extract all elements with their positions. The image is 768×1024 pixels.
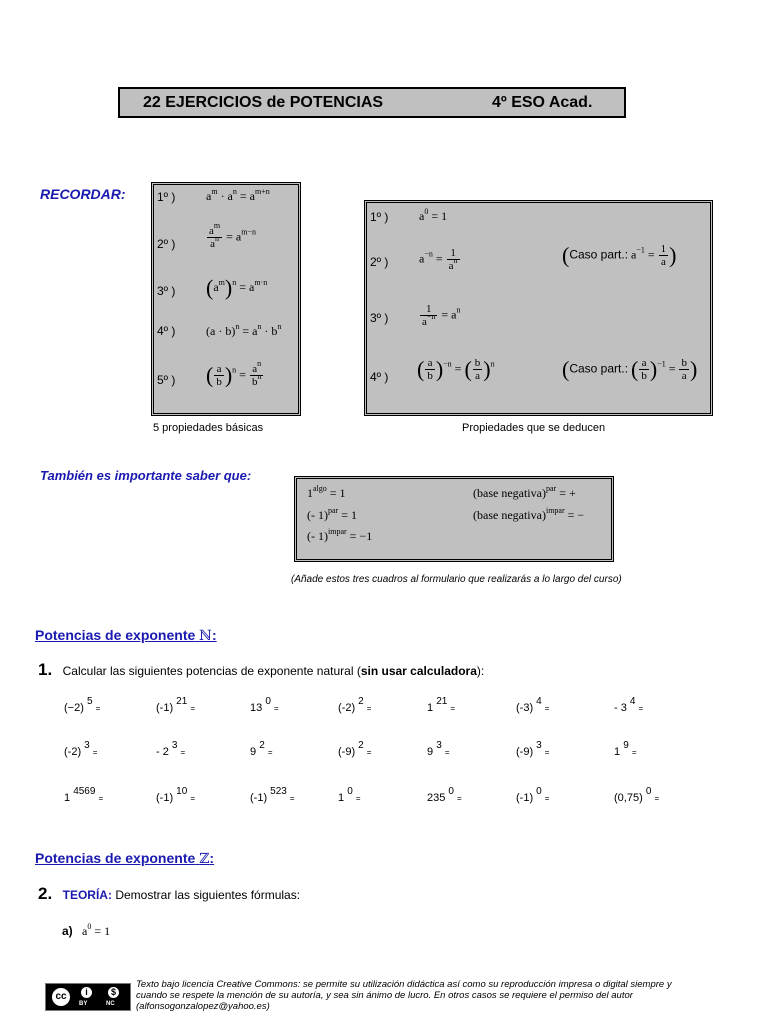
noncommercial-icon: $ [106, 985, 121, 1000]
power-base: 13 [250, 702, 263, 714]
derived-prop-2-label: 2º ) [370, 255, 389, 269]
power-exercise [156, 786, 196, 804]
derived-caption: Propiedades que se deducen [462, 422, 606, 434]
power-exercise [614, 696, 644, 714]
basic-prop-5-label: 5º ) [157, 373, 176, 387]
power-exponent: 5 [86, 696, 93, 707]
power-base: (-9) [338, 746, 356, 758]
power-exercise [64, 786, 104, 804]
natural-set-symbol: ℕ [199, 628, 212, 644]
rule-minus-one-even: (- 1)$^{par}$ = 1 [307, 506, 357, 522]
tambien-label: También es importante saber que: [40, 468, 252, 483]
page-course: 4º ESO Acad. [492, 94, 593, 111]
basic-prop-1-label: 1º ) [157, 190, 176, 204]
power-exercise [427, 786, 462, 804]
caso-part-label-1: Caso part.: [569, 247, 629, 262]
exercise-1-text-bold: sin usar calculadora [360, 664, 477, 678]
equals-sign: = [190, 794, 196, 803]
power-base: 9 [427, 746, 434, 758]
equals-sign: = [631, 748, 637, 757]
badge-nc-label: NC [106, 1001, 115, 1007]
power-exercise [338, 786, 361, 804]
power-exponent: 4 [629, 696, 636, 707]
exercise-1-number: 1. [38, 660, 53, 679]
equals-sign: = [98, 794, 104, 803]
power-exponent: 0 [347, 786, 353, 797]
caso-part-label-2: Caso part.: [569, 361, 629, 376]
integer-set-symbol: ℤ [199, 851, 210, 867]
basic-prop-4-label: 4º ) [157, 324, 176, 338]
section-integer-heading [35, 850, 214, 867]
cc-icon: cc [50, 986, 72, 1008]
badge-by-label: BY [79, 1001, 88, 1007]
rule-negative-base-odd: (base negativa)$^{impar}$ = − [473, 506, 585, 522]
power-exercise [64, 696, 101, 714]
equals-sign: = [654, 794, 660, 803]
rule-negative-base-even: (base negativa)$^{par}$ = + [473, 484, 576, 500]
section-integer-label: Potencias de exponente [35, 850, 196, 866]
derived-prop-4-label: 4º ) [370, 370, 389, 384]
title-box [118, 87, 626, 118]
equals-sign: = [544, 704, 550, 713]
exercise-2-label: TEORÍA: [62, 888, 112, 902]
power-base: (-1) [250, 792, 268, 804]
power-exercise [516, 786, 550, 804]
power-exponent: 21 [176, 696, 188, 707]
power-base: - 3 [614, 702, 627, 714]
power-exercise [427, 740, 450, 758]
equals-sign: = [638, 704, 644, 713]
equals-sign: = [289, 794, 295, 803]
derived-properties-box [364, 200, 713, 416]
derived-prop-1-formula: $a^0 = 1$ [419, 207, 448, 223]
power-exponent: 523 [270, 786, 287, 797]
power-exponent: 10 [176, 786, 188, 797]
base-negativa-2: base negativa [477, 508, 542, 522]
power-base: (0,75) [614, 792, 643, 804]
power-exercise [338, 740, 372, 758]
license-text: Texto bajo licencia Creative Commons: se permite su utilización didáctica así como su reproducción impresa o digital siempre y cuando se respete la mención de su autoría, y sea sin ánimo de lucro. En otros casos se requiere el permiso del autor (alfonsogonzalopez@yahoo.es) [136, 979, 672, 1012]
section-natural-heading [35, 627, 217, 644]
power-exercise [156, 740, 186, 758]
power-exercise [250, 786, 295, 804]
equals-sign: = [457, 794, 462, 803]
power-exercise [614, 740, 637, 758]
equals-sign: = [544, 794, 550, 803]
power-exercise [516, 740, 550, 758]
basic-prop-4-formula: $(a \cdot b)^n = a^n \cdot b^n$ [206, 322, 282, 338]
power-exponent: 3 [84, 740, 90, 751]
basic-prop-3-formula: $(a^m)^n = a^{m\cdot n}$ [206, 275, 268, 300]
basic-prop-1-formula: $a^m \cdot a^n = a^{m+n}$ [206, 187, 270, 203]
basic-prop-2-label: 2º ) [157, 237, 176, 251]
derived-prop-2-special: (Caso part.: $a^{-1}$ = $\frac{1}{a}$ ) [562, 242, 677, 268]
exercise-1-text-before: Calcular las siguientes potencias de exponente natural ( [62, 664, 361, 678]
power-base: 1 [427, 702, 434, 714]
page-title: 22 EJERCICIOS de POTENCIAS [143, 94, 384, 111]
equals-sign: = [450, 704, 456, 713]
rule-one-power: $1^{algo} = 1$ [307, 484, 346, 500]
power-base: (-3) [516, 702, 534, 714]
section-natural-label: Potencias de exponente [35, 627, 196, 643]
equals-sign: = [267, 748, 273, 757]
power-base: 1 [64, 792, 71, 804]
power-base: (-2) [338, 702, 356, 714]
section-integer-colon: : [209, 850, 215, 866]
power-exponent: 4569 [73, 786, 96, 797]
equals-sign: = [95, 704, 101, 713]
power-exercise [516, 696, 550, 714]
exercise-1-text-after: ): [476, 664, 485, 678]
sign-rules-box [294, 476, 614, 562]
basic-prop-5-formula: ( $\frac{a}{b}$ )$^n$ = $\frac{a^n}{b^n}$ [206, 359, 262, 388]
equals-sign: = [366, 704, 372, 713]
item-a-formula: $a^0 = 1$ [82, 922, 111, 938]
exercise-2-number: 2. [38, 884, 53, 903]
equals-sign: = [273, 704, 279, 713]
power-exercise [338, 696, 372, 714]
equals-sign: = [355, 794, 361, 803]
basic-prop-3-label: 3º ) [157, 284, 176, 298]
equals-sign: = [92, 748, 98, 757]
power-base: 1 [338, 792, 345, 804]
power-exponent: 3 [171, 740, 178, 751]
power-exponent: 2 [358, 696, 364, 707]
power-base: (-2) [64, 746, 82, 758]
power-exercise [427, 696, 456, 714]
power-base: (-1) [156, 702, 174, 714]
creative-commons-badge [45, 983, 131, 1011]
power-base: (−2) [64, 702, 84, 714]
power-base: (-1) [156, 792, 174, 804]
equals-sign: = [180, 748, 186, 757]
power-base: (-1) [516, 792, 534, 804]
power-exponent: 4 [536, 696, 542, 707]
basic-prop-2-formula: $\frac{a^m}{a^n}$ = $a^{m-n}$ [209, 221, 256, 250]
formulary-note: (Añade estos tres cuadros al formulario que realizarás a lo largo del curso) [291, 574, 622, 585]
power-exponent: 0 [645, 786, 652, 797]
section-natural-colon: : [211, 627, 217, 643]
power-exponent: 3 [536, 740, 542, 751]
power-exponent: 21 [436, 696, 448, 707]
power-exercise [156, 696, 196, 714]
exercise-1-heading [38, 660, 484, 680]
item-a-label: a) [62, 924, 73, 938]
power-exercise [250, 740, 273, 758]
power-base: 9 [250, 746, 257, 758]
derived-prop-4-special: (Caso part.: ( $\frac{a}{b}$ )$^{-1}$ = $\frac{b}{a}$ ) [562, 356, 698, 382]
exercise-2-item-a [62, 924, 110, 939]
derived-prop-1-label: 1º ) [370, 210, 389, 224]
power-exponent: 0 [265, 696, 271, 707]
power-exercise [250, 696, 279, 714]
equals-sign: = [190, 704, 196, 713]
power-exponent: 9 [623, 740, 629, 751]
attribution-icon: i [79, 985, 94, 1000]
rule-minus-one-odd: (- 1)$^{impar}$ = −1 [307, 527, 373, 543]
power-base: (-9) [516, 746, 534, 758]
recordar-label: RECORDAR: [40, 186, 126, 202]
power-base: 1 [614, 746, 621, 758]
power-base: - 2 [156, 746, 169, 758]
power-exercise [64, 740, 98, 758]
power-exponent: 2 [358, 740, 364, 751]
derived-prop-3-label: 3º ) [370, 311, 389, 325]
power-base: 235 [427, 792, 446, 804]
equals-sign: = [444, 748, 450, 757]
derived-prop-3-formula: $\frac{1}{a^{-n}}$ = $a^n$ [422, 303, 461, 328]
power-exercise [614, 786, 660, 804]
power-exponent: 2 [259, 740, 265, 751]
equals-sign: = [366, 748, 372, 757]
base-negativa-1: base negativa [477, 486, 542, 500]
equals-sign: = [544, 748, 550, 757]
power-exponent: 3 [436, 740, 442, 751]
derived-prop-2-formula: $a^{-n}$ = $\frac{1}{a^n}$ [419, 247, 458, 272]
power-exponent: 0 [536, 786, 542, 797]
basic-properties-box [151, 182, 301, 416]
exercise-2-text: Demostrar las siguientes fórmulas: [115, 888, 301, 902]
exercise-2-heading [38, 884, 300, 904]
basic-caption: 5 propiedades básicas [153, 422, 264, 434]
derived-prop-4-formula: ( $\frac{a}{b}$ )$^{-n}$ = ( $\frac{b}{a}$ )$^n$ [417, 356, 495, 382]
power-exponent: 0 [448, 786, 454, 797]
